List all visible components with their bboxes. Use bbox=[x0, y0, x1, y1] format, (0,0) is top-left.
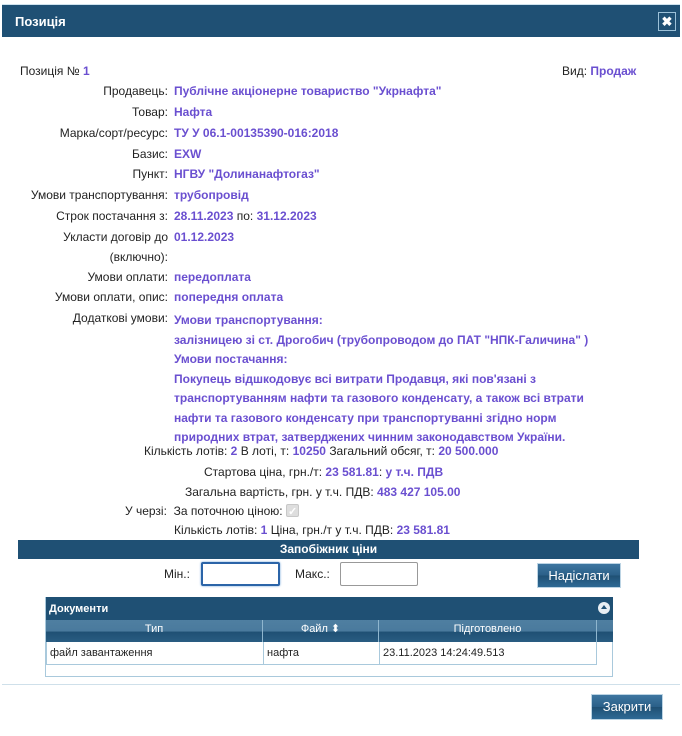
queue-info: У черзі: За поточною ціною: ✓ bbox=[125, 501, 299, 521]
product-value: Нафта bbox=[174, 105, 213, 119]
close-icon[interactable]: ✖ bbox=[658, 12, 676, 31]
max-price-input[interactable] bbox=[340, 562, 418, 586]
position-number: Позиція № 1 bbox=[20, 64, 90, 78]
grade-value: ТУ У 06.1-00135390-016:2018 bbox=[174, 126, 339, 140]
basis-value: EXW bbox=[174, 147, 202, 161]
point-value: НГВУ "Долинанафтогаз" bbox=[174, 167, 320, 181]
max-label: Макс.: bbox=[295, 567, 330, 581]
column-prepared[interactable]: Підготовлено bbox=[379, 620, 597, 642]
collapse-icon[interactable] bbox=[598, 602, 610, 614]
price-guard-header: Запобіжник ціни bbox=[18, 540, 639, 559]
additional-conditions: Умови транспортування: залізницею зі ст. Дрогобич (трубопроводом до ПАТ "НПК-Галичина" ) Умови постачання: Покупець відшкодовує всі витрати Продавця, які пов'язані з транспортуванням нафти та газового конденсату, а також всі втрати нафти та газового конденсату при транспортуванні згідно норм природних втрат, затверджених чинним законодавством України. bbox=[174, 313, 589, 444]
documents-table-header bbox=[46, 620, 613, 642]
additional-label: Додаткові умови: bbox=[72, 311, 168, 325]
lots-info: Кількість лотів: 2 В лоті, т: 10250 Загальний обсяг, т: 20 500.000 bbox=[144, 444, 499, 458]
grade-label: Марка/сорт/ресурс: bbox=[59, 126, 168, 140]
submit-button[interactable]: Надіслати bbox=[537, 563, 621, 588]
min-label: Мін.: bbox=[164, 567, 190, 581]
start-price: Стартова ціна, грн./т: 23 581.81: у т.ч. ПДВ bbox=[204, 465, 444, 479]
column-type[interactable]: Тип bbox=[46, 620, 263, 642]
basis-label: Базис: bbox=[132, 147, 168, 161]
transport-value: трубопровід bbox=[174, 188, 249, 202]
contract-label-line2: (включно): bbox=[109, 250, 168, 264]
dialog-titlebar[interactable] bbox=[2, 4, 680, 37]
payment-label: Умови оплати: bbox=[87, 270, 168, 284]
point-label: Пункт: bbox=[132, 167, 168, 181]
delivery-value: 28.11.2023 по: 31.12.2023 bbox=[174, 209, 317, 223]
payment-value: передоплата bbox=[174, 270, 251, 284]
table-row[interactable] bbox=[46, 642, 597, 665]
payment-desc-value: попередня оплата bbox=[174, 290, 284, 304]
min-price-input[interactable] bbox=[201, 562, 280, 586]
kind: Вид: Продаж bbox=[562, 64, 637, 78]
total-value: Загальна вартість, грн. у т.ч. ПДВ: 483 427 105.00 bbox=[185, 485, 461, 499]
seller-label: Продавець: bbox=[103, 84, 168, 98]
current-price-checkbox[interactable] bbox=[286, 504, 299, 517]
close-button[interactable]: Закрити bbox=[591, 694, 663, 720]
column-file[interactable]: Файл ⬍ bbox=[263, 620, 379, 642]
documents-header bbox=[46, 597, 613, 620]
transport-label: Умови транспортування: bbox=[30, 188, 168, 202]
cell-type: файл завантаження bbox=[47, 642, 264, 664]
cell-file[interactable]: нафта bbox=[264, 642, 380, 664]
documents-panel bbox=[45, 597, 613, 677]
cell-prepared: 23.11.2023 14:24:49.513 bbox=[383, 647, 505, 659]
seller-value: Публічне акціонерне товариство "Укрнафта" bbox=[174, 84, 442, 98]
payment-desc-label: Умови оплати, опис: bbox=[54, 290, 168, 304]
delivery-label: Строк постачання з: bbox=[56, 209, 168, 223]
contract-label-line1: Укласти договір до bbox=[63, 230, 168, 244]
dialog-title: Позиція bbox=[15, 14, 66, 29]
contract-value: 01.12.2023 bbox=[174, 230, 235, 244]
queue-lots: Кількість лотів: 1 Ціна, грн./т у т.ч. ПДВ: 23 581.81 bbox=[174, 523, 450, 537]
product-label: Товар: bbox=[132, 105, 168, 119]
documents-title: Документи bbox=[49, 603, 109, 615]
footer-divider bbox=[2, 684, 680, 685]
